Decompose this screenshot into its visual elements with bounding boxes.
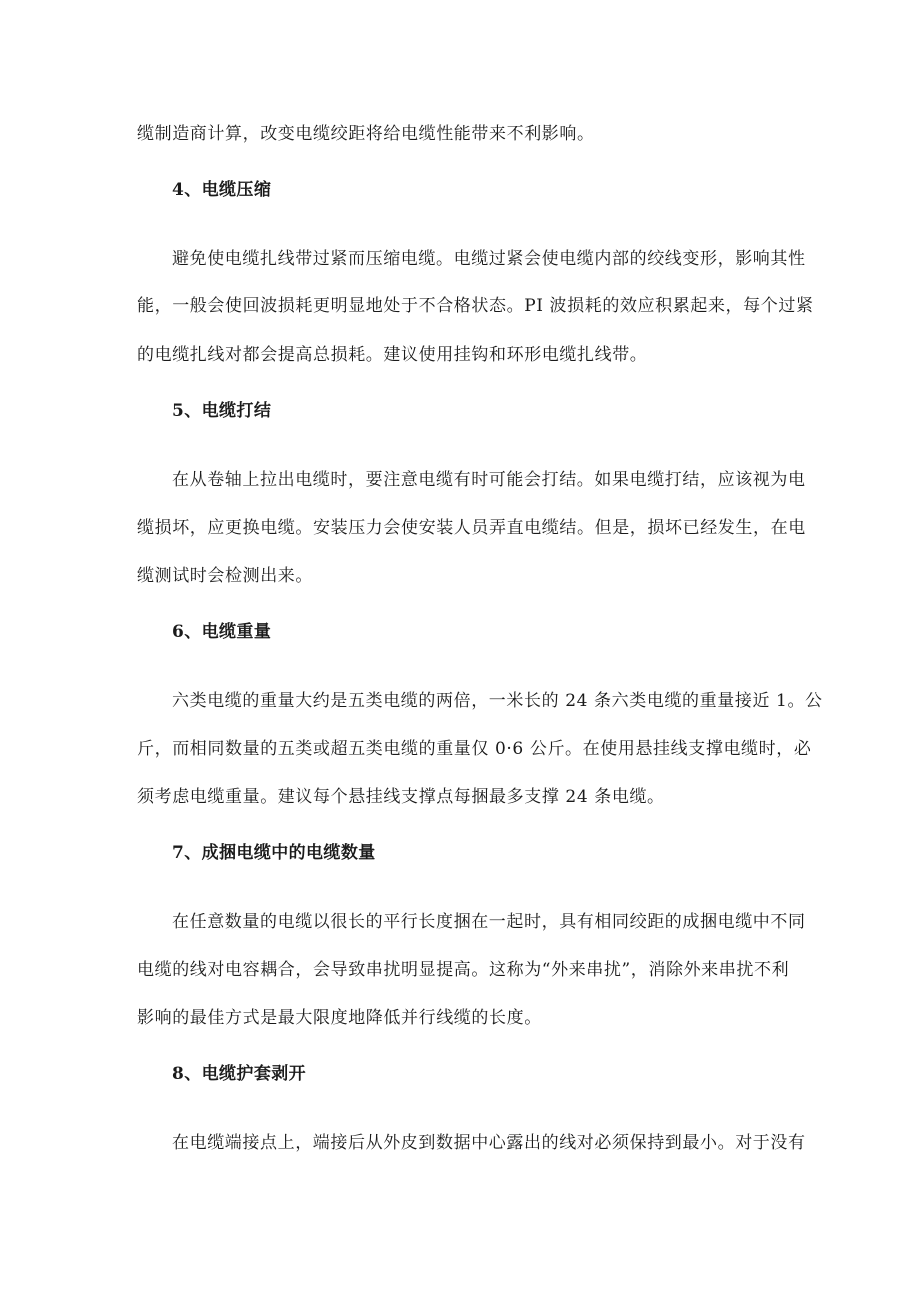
section-heading-8: 8、电缆护套剥开 xyxy=(172,1064,307,1084)
paragraph-line: 须考虑电缆重量。建议每个悬挂线支撑点每捆最多支撑 24 条电缆。 xyxy=(137,787,665,807)
paragraph-line: 斤，而相同数量的五类或超五类电缆的重量仅 0·6 公斤。在使用悬挂线支撑电缆时，必 xyxy=(137,739,812,759)
section-heading-6: 6、电缆重量 xyxy=(172,622,272,642)
paragraph-line: 影响的最佳方式是最大限度地降低并行线缆的长度。 xyxy=(137,1008,542,1028)
section-heading-5: 5、电缆打结 xyxy=(172,401,272,421)
paragraph-line: 避免使电缆扎线带过紧而压缩电缆。电缆过紧会使电缆内部的绞线变形，影响其性 xyxy=(172,249,806,269)
paragraph-line: 在从卷轴上拉出电缆时，要注意电缆有时可能会打结。如果电缆打结，应该视为电 xyxy=(172,470,806,490)
paragraph-line: 缆测试时会检测出来。 xyxy=(137,566,313,586)
paragraph-line: 电缆的线对电容耦合，会导致串扰明显提高。这称为“外来串扰”，消除外来串扰不利 xyxy=(137,960,790,980)
paragraph-line: 六类电缆的重量大约是五类电缆的两倍，一米长的 24 条六类电缆的重量接近 1。公 xyxy=(172,691,823,711)
paragraph-line: 在任意数量的电缆以很长的平行长度捆在一起时，具有相同绞距的成捆电缆中不同 xyxy=(172,912,806,932)
section-heading-7: 7、成捆电缆中的电缆数量 xyxy=(172,843,376,863)
paragraph-line: 能，一般会使回波损耗更明显地处于不合格状态。PI 波损耗的效应积累起来，每个过紧 xyxy=(137,296,814,316)
intro-line: 缆制造商计算，改变电缆绞距将给电缆性能带来不利影响。 xyxy=(137,124,595,144)
paragraph-line: 缆损坏，应更换电缆。安装压力会使安装人员弄直电缆结。但是，损坏已经发生，在电 xyxy=(137,518,806,538)
paragraph-line: 的电缆扎线对都会提高总损耗。建议使用挂钩和环形电缆扎线带。 xyxy=(137,345,648,365)
section-heading-4: 4、电缆压缩 xyxy=(172,180,272,200)
paragraph-line: 在电缆端接点上，端接后从外皮到数据中心露出的线对必须保持到最小。对于没有 xyxy=(172,1133,806,1153)
